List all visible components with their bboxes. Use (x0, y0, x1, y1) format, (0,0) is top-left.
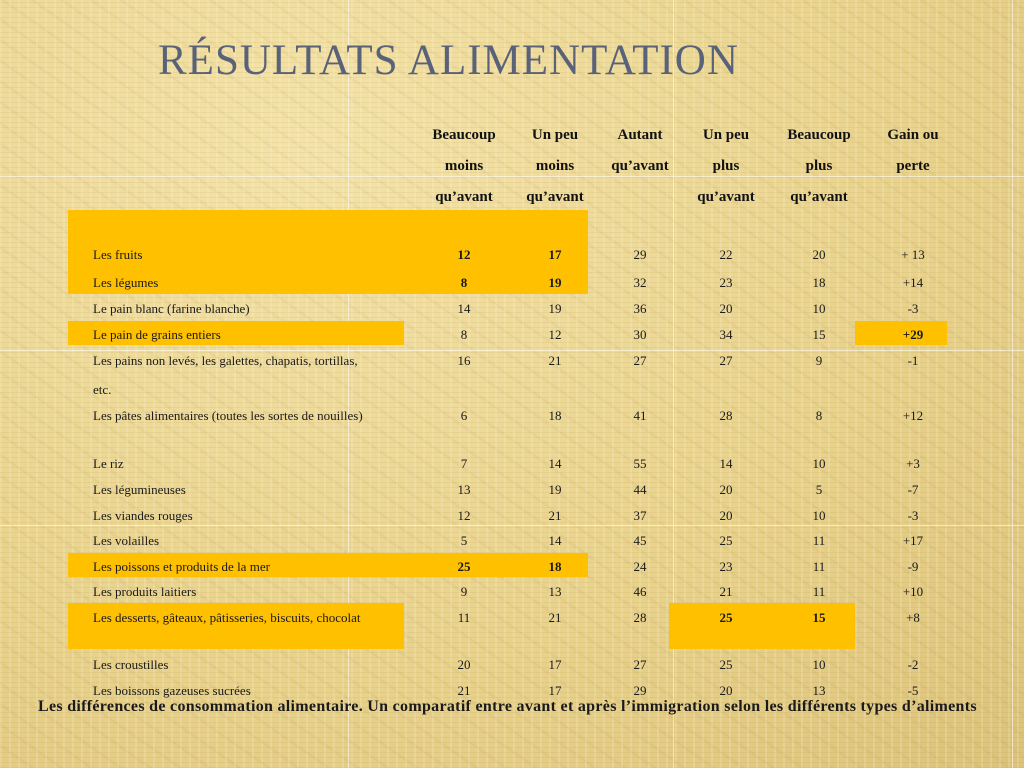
table-cell: 8 (460, 275, 468, 290)
table-cell: 12 (457, 247, 471, 262)
table-cell: 27 (633, 353, 647, 368)
grid-line (0, 350, 1024, 351)
column-header-un-peu-moins: Un peu moins qu’avant (526, 127, 584, 205)
table-cell: -9 (907, 559, 919, 574)
table-cell: 14 (719, 456, 733, 471)
table-cell: + 13 (901, 247, 925, 262)
table-cell: 15 (812, 610, 826, 625)
table-cell: 10 (812, 657, 826, 672)
table-cell: 18 (812, 275, 826, 290)
table-cell: +12 (902, 408, 924, 423)
row-label: Les volailles (93, 533, 160, 548)
table-cell: 34 (719, 327, 733, 342)
table-cell: 10 (812, 456, 826, 471)
table-cell: 20 (812, 247, 826, 262)
table-cell: 41 (633, 408, 647, 423)
table-cell: -3 (907, 508, 919, 523)
table-cell: 20 (719, 508, 733, 523)
table-cell: +10 (902, 584, 924, 599)
table-cell: 20 (719, 482, 733, 497)
table-cell: 9 (815, 353, 823, 368)
table-cell: 19 (548, 482, 562, 497)
table-cell: 13 (812, 683, 826, 698)
table-cell: 44 (633, 482, 647, 497)
table-cell: 20 (457, 657, 471, 672)
table-cell: 55 (633, 456, 647, 471)
table-cell: 32 (633, 275, 647, 290)
page-title: RÉSULTATS ALIMENTATION (158, 37, 739, 84)
row-label: Les desserts, gâteaux, pâtisseries, biscuits, chocolat (93, 610, 361, 625)
row-label: Les fruits (93, 247, 143, 262)
table-cell: 19 (548, 275, 562, 290)
table-cell: 14 (548, 456, 562, 471)
table-cell: 17 (548, 657, 562, 672)
table-cell: 20 (719, 301, 733, 316)
table-cell: 18 (548, 559, 562, 574)
table-cell: 11 (812, 584, 826, 599)
table-cell: 5 (460, 533, 468, 548)
caption: Les différences de consommation alimentaire. Un comparatif entre avant et après l’immigration selon les différents types d’aliments (38, 698, 977, 715)
table-cell: 6 (460, 408, 468, 423)
row-label: Les croustilles (93, 657, 169, 672)
table-cell: 17 (548, 247, 562, 262)
row-label: Les boissons gazeuses sucrées (93, 683, 251, 698)
table-cell: -2 (907, 657, 919, 672)
row-label: Les poissons et produits de la mer (93, 559, 270, 574)
table-cell: 25 (719, 533, 733, 548)
row-label: Le pain de grains entiers (93, 327, 221, 342)
table-cell: 17 (548, 683, 562, 698)
table-cell: -5 (907, 683, 919, 698)
table-cell: 28 (719, 408, 733, 423)
table-cell: 29 (633, 247, 647, 262)
table-cell: 25 (719, 657, 733, 672)
table-cell: 37 (633, 508, 647, 523)
table-cell: 23 (719, 275, 733, 290)
table-cell: 21 (548, 610, 562, 625)
table-cell: 11 (812, 533, 826, 548)
table-cell: 29 (633, 683, 647, 698)
table-cell: 5 (815, 482, 823, 497)
grid-line (0, 525, 1024, 526)
table-cell: 13 (457, 482, 471, 497)
table-cell: -3 (907, 301, 919, 316)
table-cell: 27 (633, 657, 647, 672)
column-header-beaucoup-plus: Beaucoup plus qu’avant (787, 127, 851, 205)
table-cell: -1 (907, 353, 919, 368)
table-cell: +29 (902, 327, 924, 342)
table-cell: +8 (906, 610, 920, 625)
table-cell: 14 (457, 301, 471, 316)
table-cell: 46 (633, 584, 647, 599)
grid-line (348, 0, 349, 768)
table-cell: 21 (719, 584, 733, 599)
table-cell: 18 (548, 408, 562, 423)
row-label-continuation: etc. (93, 382, 112, 397)
table-cell: 8 (460, 327, 468, 342)
row-label: Les produits laitiers (93, 584, 197, 599)
table-cell: 27 (719, 353, 733, 368)
row-label: Les pâtes alimentaires (toutes les sortes de nouilles) (93, 408, 363, 423)
column-header-autant: Autant qu’avant (611, 127, 669, 174)
column-header-beaucoup-moins: Beaucoup moins qu’avant (432, 127, 496, 205)
table-cell: 12 (457, 508, 471, 523)
table-cell: 12 (548, 327, 562, 342)
table-cell: 11 (457, 610, 471, 625)
table-cell: 11 (812, 559, 826, 574)
table-cell: 36 (633, 301, 647, 316)
grid-line (1012, 0, 1013, 768)
table-cell: 10 (812, 301, 826, 316)
table-cell: 7 (460, 456, 468, 471)
row-label: Les légumes (93, 275, 159, 290)
table-cell: 25 (457, 559, 471, 574)
table-cell: 28 (633, 610, 647, 625)
table-cell: 30 (633, 327, 647, 342)
table-cell: -7 (907, 482, 919, 497)
table-cell: 24 (633, 559, 647, 574)
column-header-un-peu-plus: Un peu plus qu’avant (697, 127, 755, 205)
table-cell: 16 (457, 353, 471, 368)
table-cell: 21 (548, 508, 562, 523)
table-cell: 20 (719, 683, 733, 698)
table-cell: 21 (457, 683, 471, 698)
table-cell: 22 (719, 247, 733, 262)
grid-line (673, 0, 674, 768)
row-label: Le pain blanc (farine blanche) (93, 301, 250, 316)
table-cell: 14 (548, 533, 562, 548)
table-cell: 21 (548, 353, 562, 368)
column-header-gain-perte: Gain ou perte (887, 127, 939, 174)
table-cell: 10 (812, 508, 826, 523)
table-cell: +17 (902, 533, 924, 548)
table-cell: 23 (719, 559, 733, 574)
row-label: Les viandes rouges (93, 508, 193, 523)
table-cell: 13 (548, 584, 562, 599)
table-cell: 19 (548, 301, 562, 316)
table-cell: 8 (815, 408, 823, 423)
table-cell: 15 (812, 327, 826, 342)
row-label: Les pains non levés, les galettes, chapatis, tortillas, (93, 353, 358, 368)
table-cell: 45 (633, 533, 647, 548)
row-label: Les légumineuses (93, 482, 186, 497)
row-label: Le riz (93, 456, 124, 471)
table-cell: 9 (460, 584, 468, 599)
table-cell: +3 (906, 456, 920, 471)
table-cell: 25 (719, 610, 733, 625)
table-cell: +14 (902, 275, 924, 290)
